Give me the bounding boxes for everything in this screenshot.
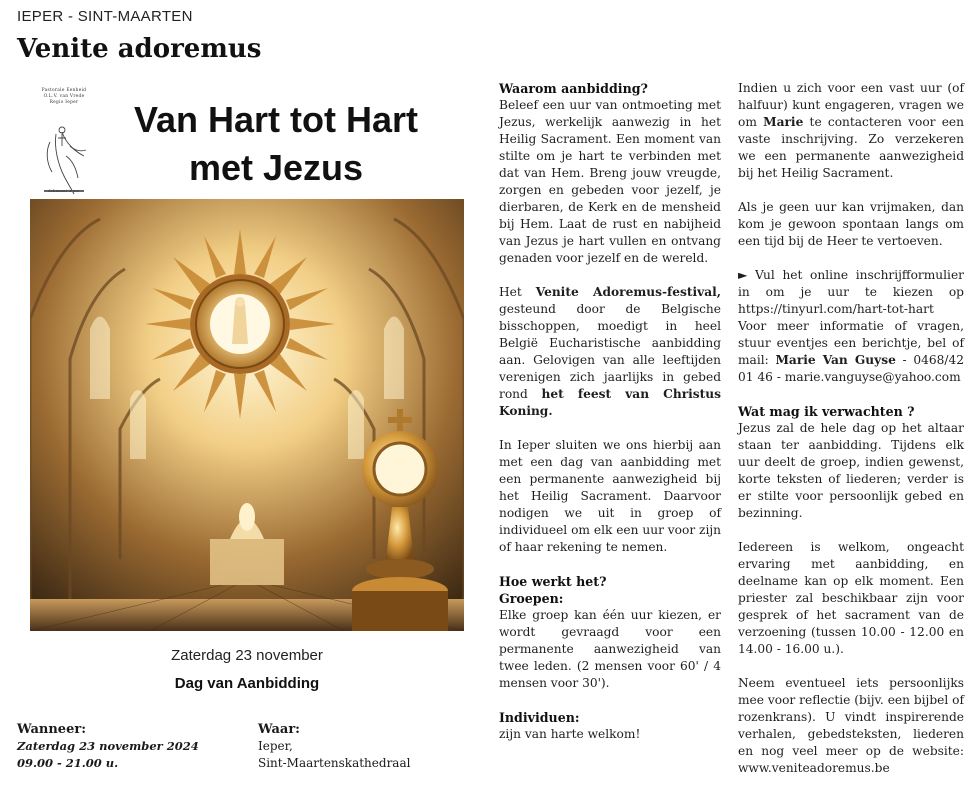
logo-text xyxy=(36,88,92,193)
where-city: Ieper, xyxy=(258,739,293,753)
paragraph-welcome: Iedereen is welkom, ongeacht ervaring met aanbidding, en deelname kan op elk moment. Een priester zal beschikbaar zijn voor gesprek of het sacrament van de verzoening (tussen 10.00 - 12.00 en 14.00 - 16.00 u.). xyxy=(738,540,964,656)
event-poster xyxy=(30,86,464,698)
when-date: Zaterdag 23 november 2024 xyxy=(17,739,199,753)
when-time: 09.00 - 21.00 u. xyxy=(17,756,119,770)
paragraph-expect: Jezus zal de hele dag op het altaar staan ter aanbidding. Tijdens elk uur deelt de groep, indien gewenst, korte teksten of liederen; verder is er stilte voor persoonlijk gebed en bezinning. xyxy=(738,421,964,520)
paragraph-why: Beleef een uur van ontmoeting met Jezus, werkelijk aanwezig in het Heilig Sacrament. Een moment van stilte om je hart te verbinden met dat van Hem. Breng jouw vreugde, zorgen en gebeden voor jezelf, je dierbaren, de Kerk en de mensheid bij Hem. Laat de rust en nabijheid van Jezus je hart vullen en ontvang genaden voor jezelf en de wereld. xyxy=(499,98,721,265)
paragraph-festival xyxy=(499,284,721,420)
paragraph-fixed-hour xyxy=(738,80,964,182)
paragraph-bring: Neem eventueel iets persoonlijks mee voor reflectie (bijv. een bijbel of rozenkrans). U vindt inspirerende verhalen, gebedsteksten, liederen en nog veel meer op de website: www.veniteadoremus.be xyxy=(738,676,964,775)
info-where xyxy=(258,721,458,772)
page-title: Venite adoremus xyxy=(17,34,262,64)
contact-full-name: Marie Van Guyse xyxy=(775,353,896,367)
when-label: Wanneer: xyxy=(17,722,86,737)
logo-line: Pastorale Eenheid xyxy=(41,88,87,93)
festival-text-c: gesteund door de Belgische bisschoppen, moedigt in heel België Eucharistische aanbidding aan. Gelovigen van alle leeftijden verenigen zich jaarlijks in gebed rond xyxy=(499,302,721,401)
logo-line: O.L.V. van Vrede xyxy=(43,94,85,99)
paragraph-ieper: In Ieper sluiten we ons hierbij aan met een dag van aanbidding met een permanente aanwezigheid bij het Heilig Sacrament. Daarvoor nodigen we uit in groep of individueel om elk een uur voor zijn of haar rekening te nemen. xyxy=(499,438,721,554)
cathedral-monstrance-illustration xyxy=(30,199,464,631)
heading-individuals: Individuen: xyxy=(499,710,580,725)
where-label: Waar: xyxy=(258,722,300,737)
logo-line: dekenaat ieper xyxy=(48,189,80,193)
article-column-2 xyxy=(738,80,964,777)
fixed-text-a: Indien u zich voor een vast uur (of halfuur) kunt engageren, vragen we om xyxy=(738,81,964,129)
info-when xyxy=(17,721,227,772)
poster-title-line-1: Van Hart tot Hart xyxy=(133,99,419,140)
feast-name: het feest van Christus Koning. xyxy=(499,387,721,418)
contact-name: Marie xyxy=(763,115,804,129)
heading-expect: Wat mag ik verwachten ? xyxy=(738,404,915,419)
contact-text-a: Voor meer informatie of vragen, stuur eventjes een berichtje, bel of mail: xyxy=(738,319,964,367)
contact-details: - 0468/42 01 46 - marie.vanguyse@yahoo.com xyxy=(738,353,964,384)
paragraph-contact xyxy=(738,318,964,386)
paragraph-registration-form: ► Vul het online inschrijfformulier in om je uur te kiezen op https://tinyurl.com/hart-tot-hart xyxy=(738,268,964,316)
logo-line: Regio Ieper xyxy=(49,100,79,105)
festival-name: Venite Adoremus-festival, xyxy=(535,285,721,299)
poster-title-line-2: met Jezus xyxy=(188,147,364,188)
paragraph-spontaneous: Als je geen uur kan vrijmaken, dan kom je gewoon spontaan langs om een tijd bij de Heer te vertoeven. xyxy=(738,200,964,248)
heading-groups: Groepen: xyxy=(499,591,564,606)
poster-event-name: Dag van Aanbidding xyxy=(174,675,320,692)
heading-why: Waarom aanbidding? xyxy=(499,81,648,96)
festival-text-a: Het xyxy=(499,285,536,299)
heading-how: Hoe werkt het? xyxy=(499,574,607,589)
paragraph-groups: Elke groep kan één uur kiezen, er wordt gevraagd voor een permanente aanwezigheid van twee leden. (2 mensen voor 60' / 4 mensen voor 30'). xyxy=(499,608,721,690)
article-column-1 xyxy=(499,80,721,743)
poster-title xyxy=(96,96,456,192)
poster-date: Zaterdag 23 november xyxy=(171,647,323,664)
fixed-text-c: te contacteren voor een vaste inschrijving. Zo verzekeren we een permanente aanwezigheid bij het Heilig Sacrament. xyxy=(738,115,964,180)
paragraph-individuals: zijn van harte welkom! xyxy=(499,727,641,741)
where-place: Sint-Maartenskathedraal xyxy=(258,756,411,770)
section-kicker: IEPER - SINT-MAARTEN xyxy=(17,8,193,25)
